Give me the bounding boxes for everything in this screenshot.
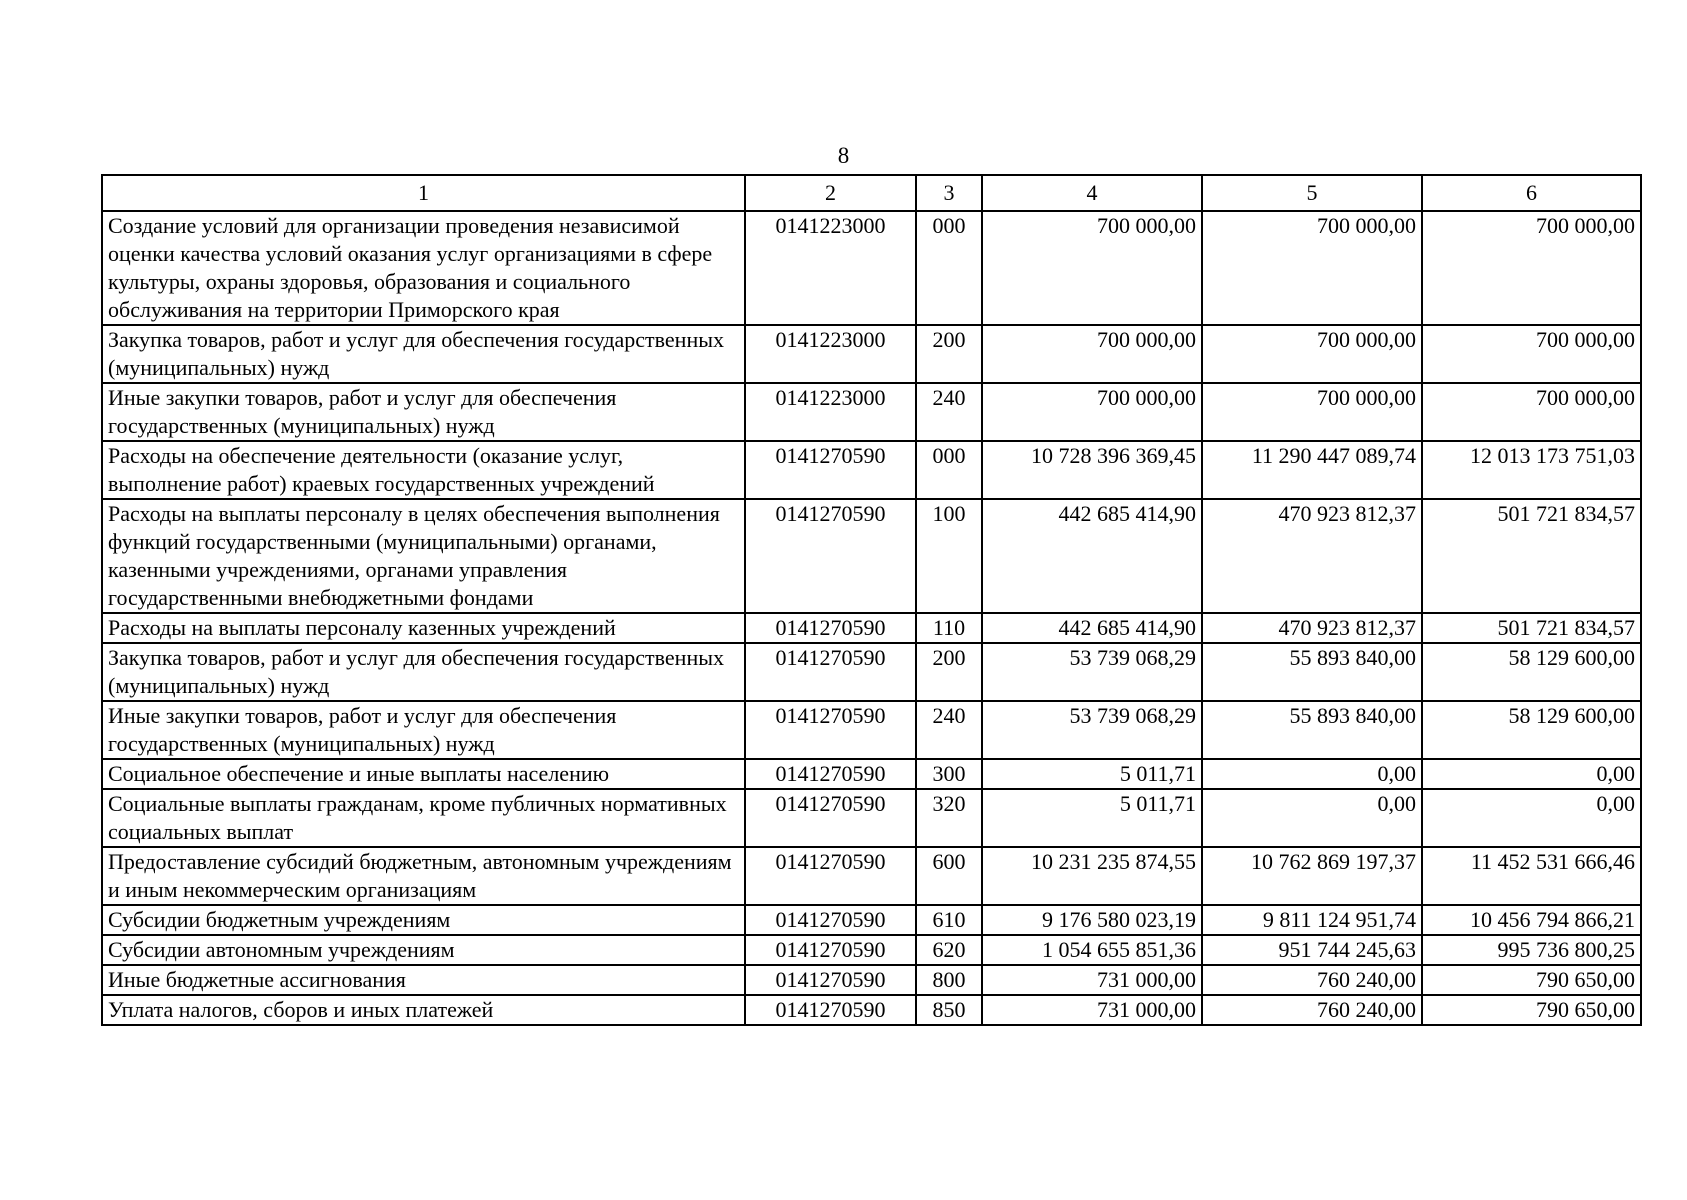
row-target-code: 0141223000: [745, 325, 916, 383]
column-header-6: 6: [1422, 175, 1641, 211]
row-amount-col5: 55 893 840,00: [1202, 701, 1422, 759]
row-amount-col6: 12 013 173 751,03: [1422, 441, 1641, 499]
row-target-code: 0141270590: [745, 905, 916, 935]
table-row: [102, 935, 1641, 965]
row-amount-col6: 700 000,00: [1422, 325, 1641, 383]
row-amount-col6: 790 650,00: [1422, 965, 1641, 995]
row-amount-col6: 0,00: [1422, 759, 1641, 789]
row-target-code: 0141270590: [745, 643, 916, 701]
budget-table: [101, 174, 1642, 1026]
row-amount-col4: 5 011,71: [982, 759, 1202, 789]
row-expense-type: 110: [916, 613, 982, 643]
table-row: [102, 995, 1641, 1025]
row-expense-type: 610: [916, 905, 982, 935]
row-name: Создание условий для организации проведения независимой оценки качества условий оказания услуг организациями в сфере культуры, охраны здоровья, образования и социального обслуживания на территории Приморского края: [102, 211, 745, 325]
row-amount-col4: 700 000,00: [982, 211, 1202, 325]
row-name: Расходы на выплаты персоналу в целях обеспечения выполнения функций государственными (муниципальными) органами, казенными учреждениями, органами управления государственными внебюджетными фондами: [102, 499, 745, 613]
row-expense-type: 800: [916, 965, 982, 995]
row-name: Социальное обеспечение и иные выплаты населению: [102, 759, 745, 789]
row-target-code: 0141270590: [745, 701, 916, 759]
table-row: [102, 759, 1641, 789]
row-name: Иные закупки товаров, работ и услуг для обеспечения государственных (муниципальных) нужд: [102, 383, 745, 441]
row-name: Закупка товаров, работ и услуг для обеспечения государственных (муниципальных) нужд: [102, 643, 745, 701]
row-amount-col6: 790 650,00: [1422, 995, 1641, 1025]
row-amount-col5: 55 893 840,00: [1202, 643, 1422, 701]
row-amount-col4: 9 176 580 023,19: [982, 905, 1202, 935]
row-target-code: 0141223000: [745, 211, 916, 325]
row-target-code: 0141270590: [745, 935, 916, 965]
row-target-code: 0141270590: [745, 965, 916, 995]
row-amount-col4: 10 728 396 369,45: [982, 441, 1202, 499]
row-expense-type: 100: [916, 499, 982, 613]
row-amount-col4: 5 011,71: [982, 789, 1202, 847]
row-expense-type: 850: [916, 995, 982, 1025]
row-amount-col6: 995 736 800,25: [1422, 935, 1641, 965]
column-header-1: 1: [102, 175, 745, 211]
row-amount-col4: 53 739 068,29: [982, 643, 1202, 701]
row-amount-col6: 58 129 600,00: [1422, 701, 1641, 759]
row-amount-col5: 0,00: [1202, 759, 1422, 789]
row-amount-col5: 760 240,00: [1202, 965, 1422, 995]
row-expense-type: 600: [916, 847, 982, 905]
row-target-code: 0141270590: [745, 499, 916, 613]
page-number: 8: [837, 143, 850, 168]
row-target-code: 0141270590: [745, 441, 916, 499]
row-expense-type: 240: [916, 383, 982, 441]
row-name: Предоставление субсидий бюджетным, автономным учреждениям и иным некоммерческим организациям: [102, 847, 745, 905]
column-header-2: 2: [745, 175, 916, 211]
row-target-code: 0141270590: [745, 613, 916, 643]
row-target-code: 0141270590: [745, 759, 916, 789]
row-amount-col4: 700 000,00: [982, 383, 1202, 441]
row-amount-col5: 700 000,00: [1202, 325, 1422, 383]
row-amount-col5: 470 923 812,37: [1202, 499, 1422, 613]
row-amount-col5: 0,00: [1202, 789, 1422, 847]
row-amount-col6: 501 721 834,57: [1422, 499, 1641, 613]
row-expense-type: 200: [916, 643, 982, 701]
row-amount-col6: 700 000,00: [1422, 383, 1641, 441]
row-amount-col6: 58 129 600,00: [1422, 643, 1641, 701]
row-expense-type: 200: [916, 325, 982, 383]
table-row: [102, 643, 1641, 701]
row-amount-col4: 442 685 414,90: [982, 613, 1202, 643]
row-target-code: 0141270590: [745, 847, 916, 905]
row-amount-col5: 760 240,00: [1202, 995, 1422, 1025]
row-name: Социальные выплаты гражданам, кроме публичных нормативных социальных выплат: [102, 789, 745, 847]
row-name: Закупка товаров, работ и услуг для обеспечения государственных (муниципальных) нужд: [102, 325, 745, 383]
row-target-code: 0141270590: [745, 789, 916, 847]
row-amount-col5: 700 000,00: [1202, 383, 1422, 441]
row-amount-col4: 10 231 235 874,55: [982, 847, 1202, 905]
row-expense-type: 240: [916, 701, 982, 759]
table-row: [102, 383, 1641, 441]
row-name: Иные закупки товаров, работ и услуг для обеспечения государственных (муниципальных) нужд: [102, 701, 745, 759]
row-amount-col5: 700 000,00: [1202, 211, 1422, 325]
table-row: [102, 789, 1641, 847]
table-row: [102, 847, 1641, 905]
row-name: Уплата налогов, сборов и иных платежей: [102, 995, 745, 1025]
row-amount-col4: 731 000,00: [982, 965, 1202, 995]
row-name: Субсидии бюджетным учреждениям: [102, 905, 745, 935]
header-row: [102, 175, 1641, 211]
row-amount-col6: 10 456 794 866,21: [1422, 905, 1641, 935]
row-name: Субсидии автономным учреждениям: [102, 935, 745, 965]
row-amount-col4: 700 000,00: [982, 325, 1202, 383]
row-name: Расходы на обеспечение деятельности (оказание услуг, выполнение работ) краевых государственных учреждений: [102, 441, 745, 499]
row-target-code: 0141270590: [745, 995, 916, 1025]
table-row: [102, 613, 1641, 643]
table-row: [102, 325, 1641, 383]
table-row: [102, 701, 1641, 759]
row-expense-type: 620: [916, 935, 982, 965]
column-header-5: 5: [1202, 175, 1422, 211]
row-amount-col4: 731 000,00: [982, 995, 1202, 1025]
row-amount-col5: 9 811 124 951,74: [1202, 905, 1422, 935]
row-name: Иные бюджетные ассигнования: [102, 965, 745, 995]
row-expense-type: 000: [916, 211, 982, 325]
row-target-code: 0141223000: [745, 383, 916, 441]
table-row: [102, 965, 1641, 995]
row-amount-col5: 470 923 812,37: [1202, 613, 1422, 643]
row-name: Расходы на выплаты персоналу казенных учреждений: [102, 613, 745, 643]
row-expense-type: 300: [916, 759, 982, 789]
table-row: [102, 211, 1641, 325]
row-amount-col6: 0,00: [1422, 789, 1641, 847]
table-row: [102, 499, 1641, 613]
column-header-4: 4: [982, 175, 1202, 211]
row-expense-type: 000: [916, 441, 982, 499]
row-amount-col5: 11 290 447 089,74: [1202, 441, 1422, 499]
column-header-3: 3: [916, 175, 982, 211]
row-amount-col4: 1 054 655 851,36: [982, 935, 1202, 965]
row-amount-col5: 10 762 869 197,37: [1202, 847, 1422, 905]
table-row: [102, 441, 1641, 499]
row-amount-col6: 11 452 531 666,46: [1422, 847, 1641, 905]
row-expense-type: 320: [916, 789, 982, 847]
row-amount-col6: 700 000,00: [1422, 211, 1641, 325]
table-row: [102, 905, 1641, 935]
row-amount-col4: 53 739 068,29: [982, 701, 1202, 759]
row-amount-col4: 442 685 414,90: [982, 499, 1202, 613]
row-amount-col5: 951 744 245,63: [1202, 935, 1422, 965]
row-amount-col6: 501 721 834,57: [1422, 613, 1641, 643]
